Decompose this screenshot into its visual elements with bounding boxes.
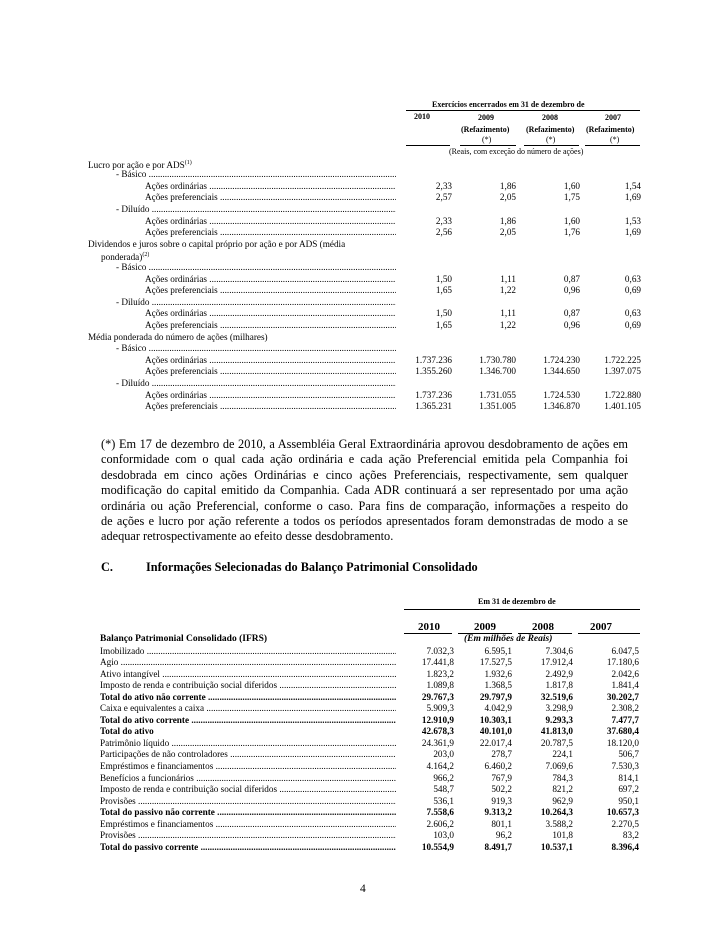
page-number: 4 [360,883,366,895]
top-year-2010: 2010 [414,112,430,121]
balance-value-2010: 536,1 [433,795,454,806]
balance-value-2008: 10.537,1 [540,841,573,852]
eps-row [0,273,728,285]
balance-unit: (Em milhões de Reais) [464,634,553,644]
balance-value-2009: 1.932,6 [484,668,512,679]
balance-row-label-text: Imposto de renda e contribuição social diferidos [100,680,278,691]
eps-row-label [145,215,396,227]
balance-value-2008: 9.293,3 [545,714,573,725]
balance-title: Balanço Patrimonial Consolidado (IFRS) [100,634,268,644]
balance-row-label [100,773,396,785]
balance-value-2008: 20.787,5 [540,737,573,748]
star-2008: (*) [546,135,556,144]
balance-value-2010: 548,7 [433,784,454,795]
balance-row [0,819,728,831]
balance-value-2009: 29.797,9 [479,691,512,702]
balance-row-label [100,646,396,658]
balance-row-label-text: Total do ativo [100,726,154,737]
eps-value-2010: 1,65 [435,319,452,330]
footnote-line: conformidade com o qual cada ação ordinária e cada ação Preferencial emitida pela Companhia foi [101,452,628,467]
balance-row-label-text: Benefícios a funcionários [100,772,194,783]
balance-row [0,692,728,704]
balance-value-2008: 821,2 [552,784,573,795]
balance-row-label [100,749,396,761]
eps-row-label-text: Ações ordinárias [145,389,207,400]
balance-row-label-text: Empréstimos e financiamentos [100,761,214,771]
balance-row [0,830,728,842]
eps-row-label [145,365,396,377]
balance-row-label [100,680,396,692]
eps-row-label [145,319,396,331]
eps-value-2008: 0,96 [563,319,580,330]
balance-value-2010: 12.910,9 [421,714,454,725]
eps-value-2008: 0,87 [563,308,580,319]
bal-year-2007: 2007 [590,621,612,633]
balance-value-2008: 962,9 [552,795,573,806]
top-year-2008: 2008 [542,113,558,122]
balance-row [0,749,728,761]
balance-value-2007: 950,1 [618,795,639,806]
bal-rule-2007 [578,633,640,634]
balance-value-2007: 2.308,2 [611,703,639,714]
balance-value-2007: 17.180,6 [606,657,639,668]
eps-value-2007: 1.722.880 [604,389,641,400]
eps-value-2010: 2,33 [435,215,452,226]
balance-row-label [100,738,396,750]
eps-row-label-text: - Básico [116,169,147,180]
eps-row [0,400,728,412]
balance-value-2007: 37.680,4 [606,726,639,737]
balance-row-label [100,784,396,796]
eps-row-label-text: - Diluído [116,203,150,214]
eps-value-2010: 1.355.260 [415,366,452,377]
balance-value-2007: 2.042,6 [611,668,639,679]
balance-row [0,657,728,669]
balance-value-2009: 6.595,1 [484,645,512,656]
eps-row-label [145,180,396,192]
eps-value-2007: 0,63 [624,308,641,319]
balance-value-2008: 7.069,6 [545,761,573,771]
eps-row-label-text: ponderada) [101,252,143,263]
star-2007: (*) [610,135,620,144]
balance-row-label-text: Provisões [100,795,136,806]
balance-row-label-text: Caixa e equivalentes a caixa [100,703,205,714]
eps-row [0,226,728,238]
footnote-line: ordinária ou ação Preferencial, conforme o caso. Para fins de comparação, informações a respeito do [101,498,628,513]
balance-row-label-text: Provisões [100,830,136,841]
balance-row-label [100,669,396,681]
eps-value-2008: 1,76 [563,227,580,238]
balance-value-2007: 814,1 [618,772,639,783]
eps-value-2008: 1.346.870 [543,401,580,412]
balance-value-2008: 3.588,2 [545,818,573,829]
footnote-marker: (1) [184,159,192,166]
eps-row-label [116,377,396,389]
balance-value-2008: 41.813,0 [540,726,573,737]
balance-value-2008: 17.912,4 [540,657,573,668]
eps-value-2008: 1.344.650 [543,366,580,377]
balance-row-label [100,692,396,704]
balance-row-label-text: Total do ativo não corrente [100,691,206,702]
eps-row-label-text: Ações preferenciais [145,401,218,412]
eps-row [0,168,728,180]
balance-row [0,715,728,727]
balance-row-label [100,807,396,819]
balance-row-label-text: Agio [100,657,119,668]
balance-value-2009: 6.460,2 [484,761,512,771]
eps-row [0,238,728,250]
balance-value-2010: 42.678,3 [421,726,454,737]
balance-row [0,807,728,819]
balance-value-2009: 4.042,9 [484,703,512,714]
eps-row [0,157,728,169]
eps-value-2009: 2,05 [499,192,516,203]
balance-row [0,680,728,692]
eps-value-2010: 2,57 [435,192,452,203]
eps-row-label-text: Ações preferenciais [145,319,218,330]
balance-value-2009: 919,3 [491,795,512,806]
refaz-2007: (Refazimento) [586,125,635,134]
eps-row [0,284,728,296]
eps-row-label [116,261,396,273]
section-letter: C. [101,560,113,574]
balance-row-label-text: Imposto de renda e contribuição social diferidos [100,784,278,795]
balance-row [0,842,728,854]
balance-row [0,669,728,681]
eps-value-2009: 1,11 [500,308,516,319]
eps-row-label [116,203,396,215]
split-footnote [101,437,628,545]
balance-row-label [100,703,396,715]
balance-value-2007: 1.841,4 [611,680,639,691]
balance-row-label-text: Ativo intangível [100,668,160,679]
eps-row-label-text: Média ponderada do número de ações (milhares) [88,331,268,342]
eps-value-2009: 1,22 [499,285,516,296]
balance-value-2009: 40.101,0 [479,726,512,737]
eps-value-2009: 1,22 [499,319,516,330]
balance-value-2008: 784,3 [552,772,573,783]
header-rule [406,110,640,111]
balance-value-2010: 4.164,2 [426,761,454,771]
eps-row [0,354,728,366]
balance-value-2009: 502,2 [491,784,512,795]
eps-value-2007: 0,69 [624,319,641,330]
balance-row [0,726,728,738]
eps-value-2010: 1.737.236 [415,389,452,400]
balance-row [0,646,728,658]
eps-row-label [145,400,396,412]
balance-value-2009: 801,1 [491,818,512,829]
balance-value-2008: 1.817,8 [545,680,573,691]
eps-value-2010: 1.365.231 [415,401,452,412]
eps-value-2009: 1,11 [500,273,516,284]
eps-row-label-text: - Básico [116,343,147,354]
eps-row [0,331,728,343]
balance-value-2010: 103,0 [433,830,454,841]
balance-value-2007: 7.530,3 [611,761,639,771]
balance-value-2009: 278,7 [491,749,512,760]
balance-row-label-text: Total do passivo não corrente [100,807,215,818]
balance-value-2009: 10.303,1 [479,714,512,725]
eps-row-label-text: Ações ordinárias [145,354,207,365]
eps-row-label-text: Ações preferenciais [145,192,218,203]
unit-note: (Reais, com exceção do número de ações) [449,147,584,156]
balance-row [0,773,728,785]
eps-row [0,365,728,377]
top-table-header-span: Exercícios encerrados em 31 de dezembro de [432,100,585,109]
top-year-2009: 2009 [478,113,494,122]
eps-value-2008: 0,87 [563,273,580,284]
eps-row [0,261,728,273]
eps-row-label [88,331,268,343]
balance-row-label-text: Patrimônio líquido [100,737,170,748]
col-rule-2008 [524,145,579,146]
eps-row [0,296,728,308]
footnote-line: de ações e lucro por ação referente a todos os períodos apresentados foram demonstradas de modo a se [101,513,628,528]
eps-value-2009: 1,86 [499,215,516,226]
col-rule-2009 [460,145,516,146]
eps-row-label [145,389,396,401]
balance-row-label-text: Participações de não controladores [100,749,228,760]
eps-value-2007: 1,69 [624,227,641,238]
refaz-2008: (Refazimento) [526,125,575,134]
eps-row-label-text: Ações ordinárias [145,273,207,284]
balance-value-2009: 767,9 [491,772,512,783]
balance-value-2007: 506,7 [618,749,639,760]
bal-year-2010: 2010 [418,621,440,633]
eps-row-label-text: - Básico [116,261,147,272]
eps-row-label-text: Ações ordinárias [145,180,207,191]
bal-year-2009: 2009 [474,621,496,633]
balance-row [0,796,728,808]
eps-value-2007: 1.397.075 [604,366,641,377]
eps-value-2010: 2,33 [435,180,452,191]
eps-value-2008: 1.724.230 [543,354,580,365]
balance-value-2010: 2.606,2 [426,818,454,829]
bal-rule-2010 [404,633,452,634]
balance-value-2007: 6.047,5 [611,645,639,656]
eps-value-2010: 1.737.236 [415,354,452,365]
eps-row [0,377,728,389]
eps-row [0,307,728,319]
balance-row-label-text: Total do ativo corrente [100,714,190,725]
bal-year-2008: 2008 [532,621,554,633]
balance-value-2008: 7.304,6 [545,645,573,656]
top-year-2007: 2007 [605,113,621,122]
balance-row [0,784,728,796]
eps-row-label-text: Lucro por ação e por ADS [88,159,185,170]
eps-row-label [145,273,396,285]
balance-row-label-text: Empréstimos e financiamentos [100,818,214,829]
eps-row-label [145,226,396,238]
eps-value-2007: 1,53 [624,215,641,226]
balance-value-2007: 697,2 [618,784,639,795]
star-2009: (*) [482,135,492,144]
footnote-line: adequar retrospectivamente ao efeito desse desdobramento. [101,529,394,544]
balance-value-2008: 224,1 [552,749,573,760]
eps-value-2007: 1.401.105 [604,401,641,412]
eps-value-2010: 1,50 [435,308,452,319]
eps-value-2009: 1.351.005 [479,401,516,412]
eps-value-2007: 1.722.225 [604,354,641,365]
section-title: Informações Selecionadas do Balanço Patrimonial Consolidado [146,560,478,574]
balance-value-2008: 101,8 [552,830,573,841]
balance-value-2007: 10.657,3 [606,807,639,818]
balance-value-2010: 7.032,3 [426,645,454,656]
balance-value-2010: 24.361,9 [421,737,454,748]
balance-row [0,761,728,773]
balance-value-2010: 966,2 [433,772,454,783]
eps-row-label-text: Ações ordinárias [145,308,207,319]
footnote-line: modificação do capital emitido da Companhia. Cada ADR continuará a ser representado por uma ação [101,483,628,498]
eps-row [0,319,728,331]
eps-row [0,342,728,354]
balance-header-rule [404,609,640,610]
balance-row-label [100,657,396,669]
eps-row [0,215,728,227]
eps-value-2008: 1,60 [563,180,580,191]
balance-value-2008: 3.298,9 [545,703,573,714]
eps-row-label-text: Ações ordinárias [145,215,207,226]
balance-row-label [100,715,396,727]
balance-value-2007: 83,2 [622,830,639,841]
eps-value-2009: 1,86 [499,180,516,191]
eps-row [0,249,728,261]
eps-row-label-text: Ações preferenciais [145,285,218,296]
balance-value-2010: 10.554,9 [421,841,454,852]
balance-row-label [100,819,396,831]
eps-value-2007: 0,69 [624,285,641,296]
balance-value-2007: 18.120,0 [606,737,639,748]
balance-row-label-text: Total do passivo corrente [100,841,199,852]
eps-row-label [116,168,396,180]
eps-row-label [145,307,396,319]
col-rule-2007 [585,145,640,146]
eps-row-label-text: Ações preferenciais [145,366,218,377]
balance-value-2010: 7.558,6 [426,807,454,818]
eps-value-2008: 1.724.530 [543,389,580,400]
eps-value-2008: 0,96 [563,285,580,296]
balance-row-label [100,726,396,738]
balance-row-label-text: Imobilizado [100,645,145,656]
balance-value-2009: 8.491,7 [484,841,512,852]
eps-value-2007: 1,54 [624,180,641,191]
balance-value-2008: 2.492,9 [545,668,573,679]
eps-row [0,203,728,215]
balance-value-2007: 8.396,4 [611,841,639,852]
eps-row [0,180,728,192]
footnote-line: desdobrada em cinco ações Ordinárias e cinco ações Preferenciais, respectivamente, sem qualquer [101,467,628,482]
eps-value-2009: 2,05 [499,227,516,238]
balance-header-span: Em 31 de dezembro de [478,597,556,606]
balance-value-2009: 1.368,5 [484,680,512,691]
eps-value-2007: 1,69 [624,192,641,203]
balance-value-2007: 7.477,7 [611,714,639,725]
footnote-marker: (2) [142,252,150,259]
col-rule-2010 [406,145,450,146]
footnote-line: (*) Em 17 de dezembro de 2010, a Assembléia Geral Extraordinária aprovou desdobramento de ações em [101,437,628,451]
balance-value-2010: 1.089,8 [426,680,454,691]
eps-row-label [116,342,396,354]
balance-row-label [100,842,396,854]
eps-value-2009: 1.346.700 [479,366,516,377]
balance-value-2010: 17.441,8 [421,657,454,668]
eps-row-label [145,284,396,296]
balance-value-2008: 10.264,3 [540,807,573,818]
balance-row [0,738,728,750]
eps-row-label-text: Ações preferenciais [145,227,218,238]
eps-value-2010: 2,56 [435,227,452,238]
balance-value-2009: 96,2 [495,830,512,841]
balance-row-label [100,796,396,808]
eps-row-label-text: - Diluído [116,296,150,307]
refaz-2009: (Refazimento) [461,125,510,134]
eps-row-label [116,296,396,308]
balance-value-2007: 2.270,5 [611,818,639,829]
eps-value-2009: 1.730.780 [479,354,516,365]
eps-value-2010: 1,50 [435,273,452,284]
eps-value-2008: 1,75 [563,192,580,203]
balance-value-2010: 29.767,3 [421,691,454,702]
eps-row-label [88,238,345,250]
balance-row-label [100,830,396,842]
eps-row [0,389,728,401]
balance-value-2009: 22.017,4 [479,737,512,748]
eps-value-2009: 1.731.055 [479,389,516,400]
balance-value-2010: 203,0 [433,749,454,760]
balance-value-2007: 30.202,7 [606,691,639,702]
balance-value-2010: 5.909,3 [426,703,454,714]
eps-row-label [145,354,396,366]
eps-row-label [145,191,396,203]
eps-value-2007: 0,63 [624,273,641,284]
eps-value-2010: 1,65 [435,285,452,296]
balance-row [0,703,728,715]
balance-value-2008: 32.519,6 [540,691,573,702]
balance-value-2009: 17.527,5 [479,657,512,668]
balance-value-2009: 9.313,2 [484,807,512,818]
eps-row-label-text: Dividendos e juros sobre o capital próprio por ação e por ADS (média [88,238,346,249]
eps-value-2008: 1,60 [563,215,580,226]
balance-value-2010: 1.823,2 [426,668,454,679]
eps-row [0,191,728,203]
balance-row-label [100,761,396,773]
eps-row-label-text: - Diluído [116,377,150,388]
